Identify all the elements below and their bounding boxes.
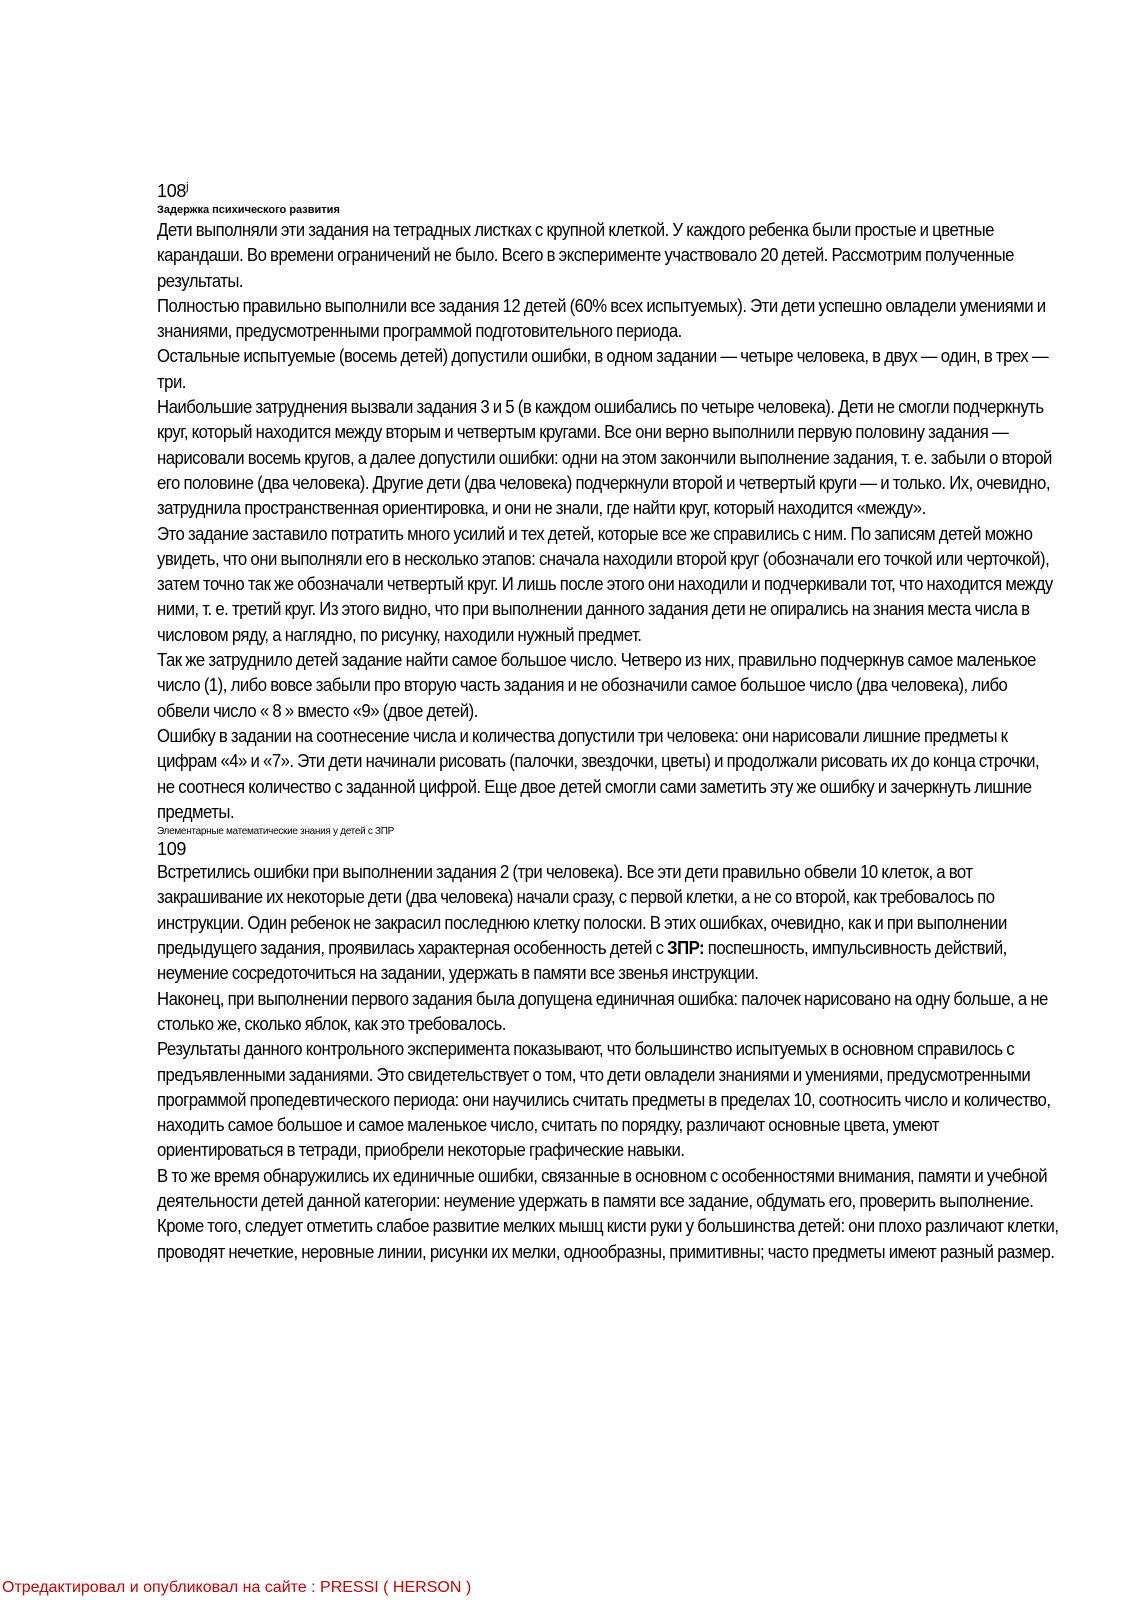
paragraph-9: Наконец, при выполнении первого задания была допущена единичная ошибка: палочек нарисовано на одну больше, а не столько же, сколько яблок, как это требовалось. (157, 988, 1048, 1034)
paragraph-6: Так же затруднило детей задание найти самое большое число. Четверо из них, правильно подчеркнув самое маленькое число (1), либо вовсе забыли про вторую часть задания и не обозначили самое большое число (два человека), либо обвели число « 8 » вместо «9» (двое детей). (157, 650, 1036, 721)
running-head: Задержка психического развития (157, 204, 340, 216)
paragraph-11: В то же время обнаружились их единичные ошибки, связанные в основном с особенностями внимания, памяти и учебной деятельности детей данной категории: неумение удержать в памяти все задание, обдумать его, проверить выполнение. Кроме того, следует отметить слабое развитие мелких мышц кисти руки у большинства детей: они плохо различают клетки, проводят нечеткие, неровные линии, рисунки их мелки, однообразны, примитивны; часто предметы имеют разный размер. (157, 1165, 1059, 1262)
zpr-bold-term: ЗПР: (667, 938, 705, 959)
paragraph-8: Встретились ошибки при выполнении задания 2 (три человека). Все эти дети правильно обвели 10 клеток, а вот закрашивание их некоторые дети (два человека) начали сразу, с первой клетки, а не со второй, как требовалось по инструкции. Один ребенок не закрасил последнюю клетку полоски. В этих ошибках, очевидно, как и при выполнении предыдущего задания, проявилась характерная особенность детей с ЗПР: поспешность, импульсивность действий, неумение сосредоточиться на задании, удержать в памяти все звенья инструкции. (157, 862, 1007, 984)
page-number-mark: j (186, 181, 189, 193)
paragraph-7: Ошибку в задании на соотнесение числа и количества допустили три человека: они нарисовали лишние предметы к цифрам «4» и «7». Эти дети начинали рисовать (палочки, звездочки, цветы) и продолжали рисовать их до конца строчки, не соотнеся количество с заданной цифрой. Еще двое детей смогли сами заметить эту же ошибку и зачеркнуть лишние предметы. (157, 725, 1040, 822)
paragraph-1: Дети выполняли эти задания на тетрадных листках с крупной клеткой. У каждого ребенка были простые и цветные карандаши. Во времени ограничений не было. Всего в эксперименте участвовало 20 детей. Рассмотрим полученные результаты. (157, 220, 1014, 291)
document-body (157, 176, 1057, 1265)
page-number-108: 108$^j$ (157, 181, 189, 201)
page-number-109: 109 (157, 839, 187, 860)
paragraph-3: Остальные испытуемые (восемь детей) допустили ошибки, в одном задании — четыре человека, в двух — один, в трех — три. (157, 346, 1049, 392)
paragraph-10: Результаты данного контрольного эксперимента показывают, что большинство испытуемых в основном справилось с предъявленными заданиями. Это свидетельствует о том, что дети овладели знаниями и умениями, предусмотренными программой пропедевтического периода: они научились считать предметы в пределах 10, соотносить число и количество, находить самое большое и самое маленькое число, считать по порядку, различают основные цвета, умеют ориентироваться в тетради, приобрели некоторые графические навыки. (157, 1039, 1051, 1161)
paragraph-5: Это задание заставило потратить много усилий и тех детей, которые все же справились с ним. По записям детей можно увидеть, что они выполняли его в несколько этапов: сначала находили второй круг (обозначали его точкой или черточкой), затем точно так же обозначали четвертый круг. И лишь после этого они находили и подчеркивали тот, что находится между ними, т. е. третий круг. Из этого видно, что при выполнении данного задания дети не опирались на знания места числа в числовом ряду, а наглядно, по рисунку, находили нужный предмет. (157, 523, 1053, 645)
running-foot: Элементарные математические знания у детей с ЗПР (157, 826, 395, 838)
paragraph-4: Наибольшие затруднения вызвали задания 3 и 5 (в каждом ошибались по четыре человека). Дети не смогли подчеркнуть круг, который находится между вторым и четвертым кругами. Все они верно выполнили первую половину задания — нарисовали восемь кругов, а далее допустили ошибки: одни на этом закончили выполнение задания, т. е. забыли о второй его половине (два человека). Другие дети (два человека) подчеркнули второй и четвертый круги — и только. Их, очевидно, затруднила пространственная ориентировка, и они не знали, где найти круг, который находится «между». (157, 397, 1052, 519)
paragraph-2: Полностью правильно выполнили все задания 12 детей (60% всех испытуемых). Эти дети успешно овладели умениями и знаниями, предусмотренными программой подготовительного периода. (157, 295, 1046, 342)
footer-credit: Отредактировал и опубликовал на сайте : PRESSI ( HERSON ) (2, 1579, 472, 1596)
